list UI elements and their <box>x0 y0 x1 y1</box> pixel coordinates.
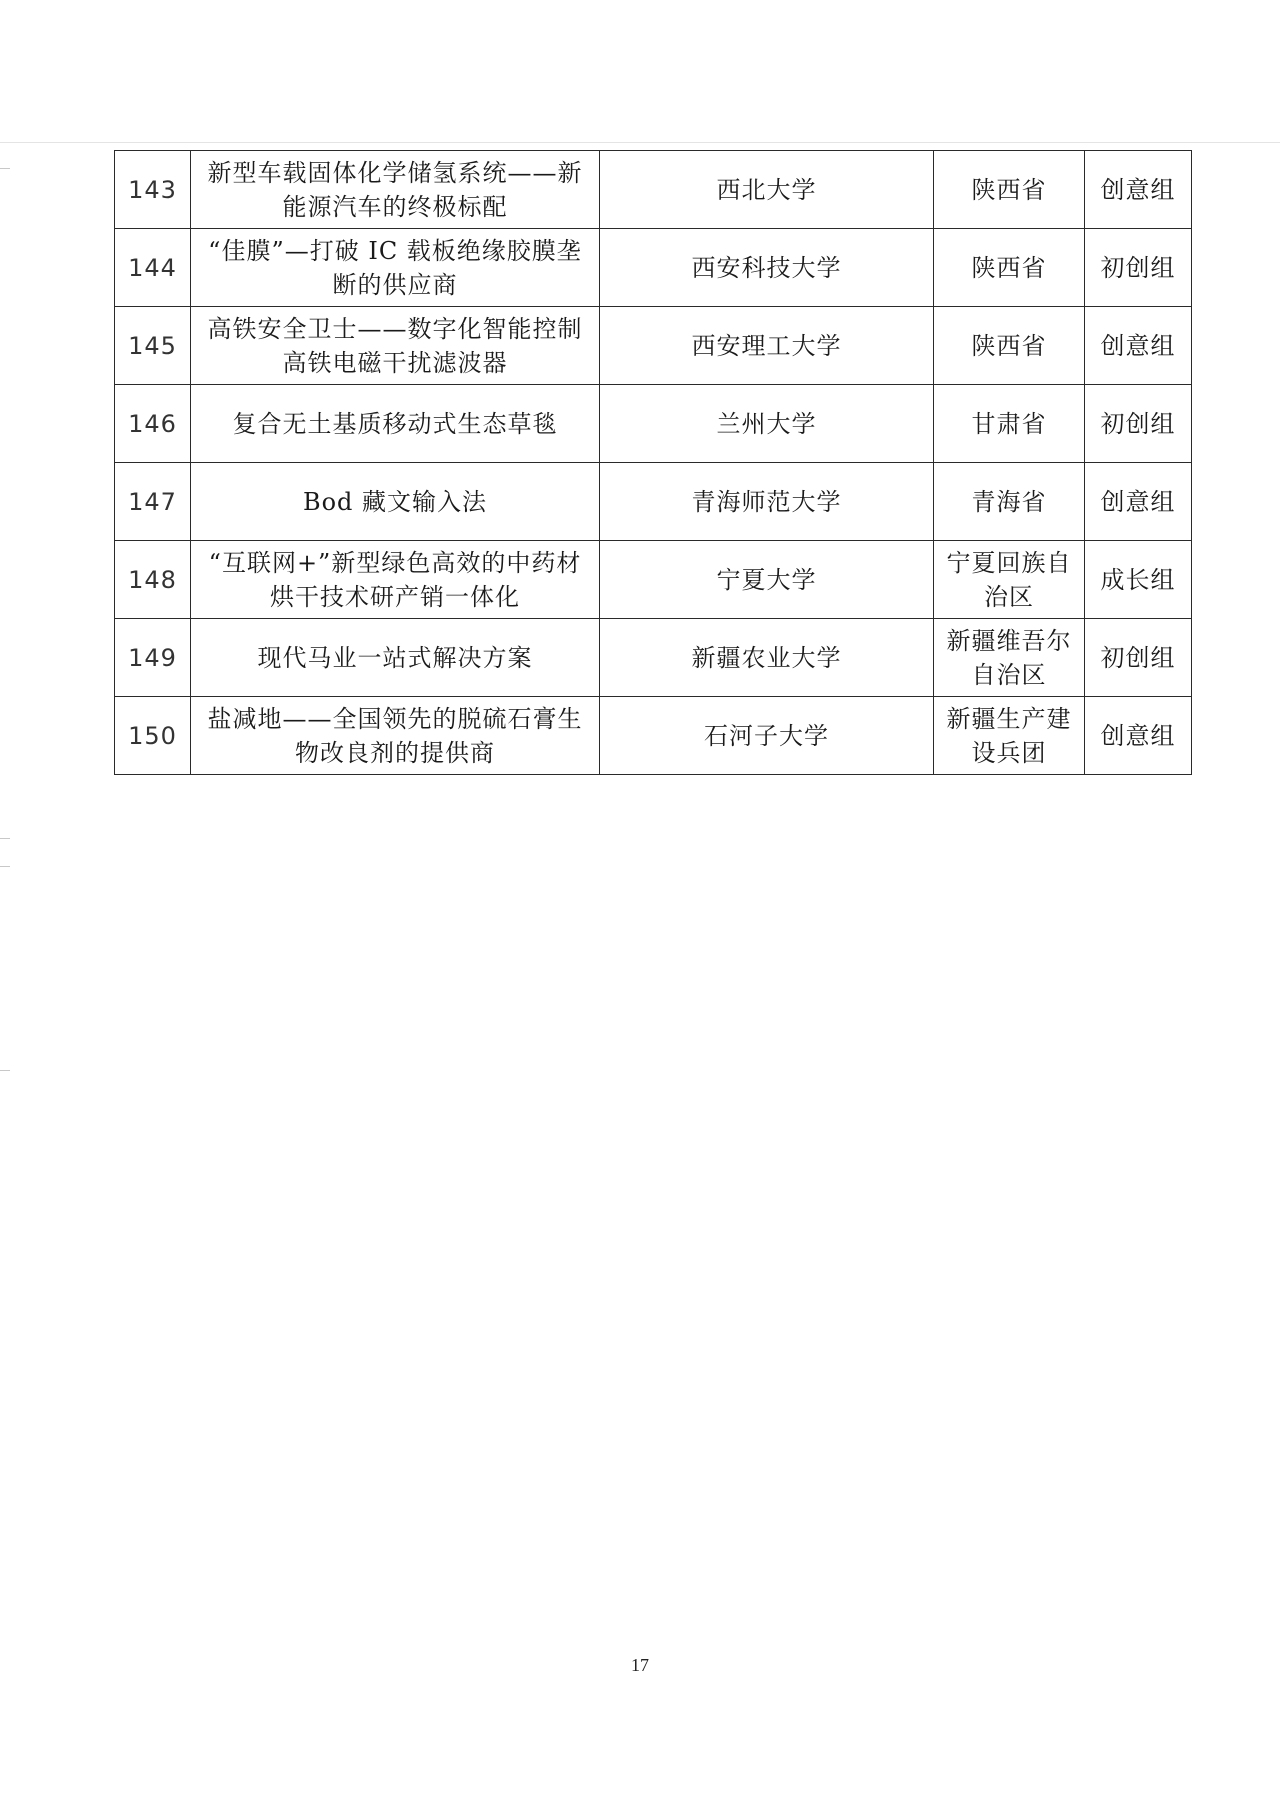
group-name: 初创组 <box>1085 229 1192 307</box>
table-row <box>115 619 1192 697</box>
project-name: 现代马业一站式解决方案 <box>191 619 600 697</box>
province-name: 甘肃省 <box>934 385 1085 463</box>
row-number: 148 <box>115 541 191 619</box>
province-name: 新疆生产建设兵团 <box>934 697 1085 775</box>
row-number: 145 <box>115 307 191 385</box>
row-number: 146 <box>115 385 191 463</box>
school-name: 宁夏大学 <box>600 541 934 619</box>
row-number: 147 <box>115 463 191 541</box>
scan-edge-mark <box>0 168 10 169</box>
project-name: 新型车载固体化学储氢系统——新能源汽车的终极标配 <box>191 151 600 229</box>
scan-edge-mark <box>0 1070 10 1071</box>
scan-edge-mark <box>0 866 10 867</box>
scan-edge-line <box>0 142 1280 143</box>
award-list-table <box>114 150 1192 775</box>
school-name: 兰州大学 <box>600 385 934 463</box>
group-name: 创意组 <box>1085 307 1192 385</box>
province-name: 宁夏回族自治区 <box>934 541 1085 619</box>
school-name: 西北大学 <box>600 151 934 229</box>
table-row <box>115 307 1192 385</box>
scan-edge-mark <box>0 838 10 839</box>
group-name: 创意组 <box>1085 463 1192 541</box>
row-number: 144 <box>115 229 191 307</box>
province-name: 新疆维吾尔自治区 <box>934 619 1085 697</box>
school-name: 石河子大学 <box>600 697 934 775</box>
table-row <box>115 385 1192 463</box>
project-name: 复合无土基质移动式生态草毯 <box>191 385 600 463</box>
school-name: 西安科技大学 <box>600 229 934 307</box>
table-row <box>115 151 1192 229</box>
province-name: 陕西省 <box>934 151 1085 229</box>
school-name: 西安理工大学 <box>600 307 934 385</box>
group-name: 创意组 <box>1085 697 1192 775</box>
row-number: 143 <box>115 151 191 229</box>
project-name: 盐减地——全国领先的脱硫石膏生物改良剂的提供商 <box>191 697 600 775</box>
project-name: 高铁安全卫士——数字化智能控制高铁电磁干扰滤波器 <box>191 307 600 385</box>
group-name: 创意组 <box>1085 151 1192 229</box>
group-name: 成长组 <box>1085 541 1192 619</box>
province-name: 陕西省 <box>934 307 1085 385</box>
project-name: “互联网+”新型绿色高效的中药材烘干技术研产销一体化 <box>191 541 600 619</box>
row-number: 149 <box>115 619 191 697</box>
group-name: 初创组 <box>1085 619 1192 697</box>
project-name: Bod 藏文输入法 <box>191 463 600 541</box>
table-row <box>115 463 1192 541</box>
project-name: “佳膜”—打破 IC 载板绝缘胶膜垄断的供应商 <box>191 229 600 307</box>
page-number: 17 <box>631 1655 649 1675</box>
group-name: 初创组 <box>1085 385 1192 463</box>
school-name: 新疆农业大学 <box>600 619 934 697</box>
province-name: 青海省 <box>934 463 1085 541</box>
row-number: 150 <box>115 697 191 775</box>
school-name: 青海师范大学 <box>600 463 934 541</box>
table-row <box>115 541 1192 619</box>
province-name: 陕西省 <box>934 229 1085 307</box>
table-row <box>115 697 1192 775</box>
table-row <box>115 229 1192 307</box>
